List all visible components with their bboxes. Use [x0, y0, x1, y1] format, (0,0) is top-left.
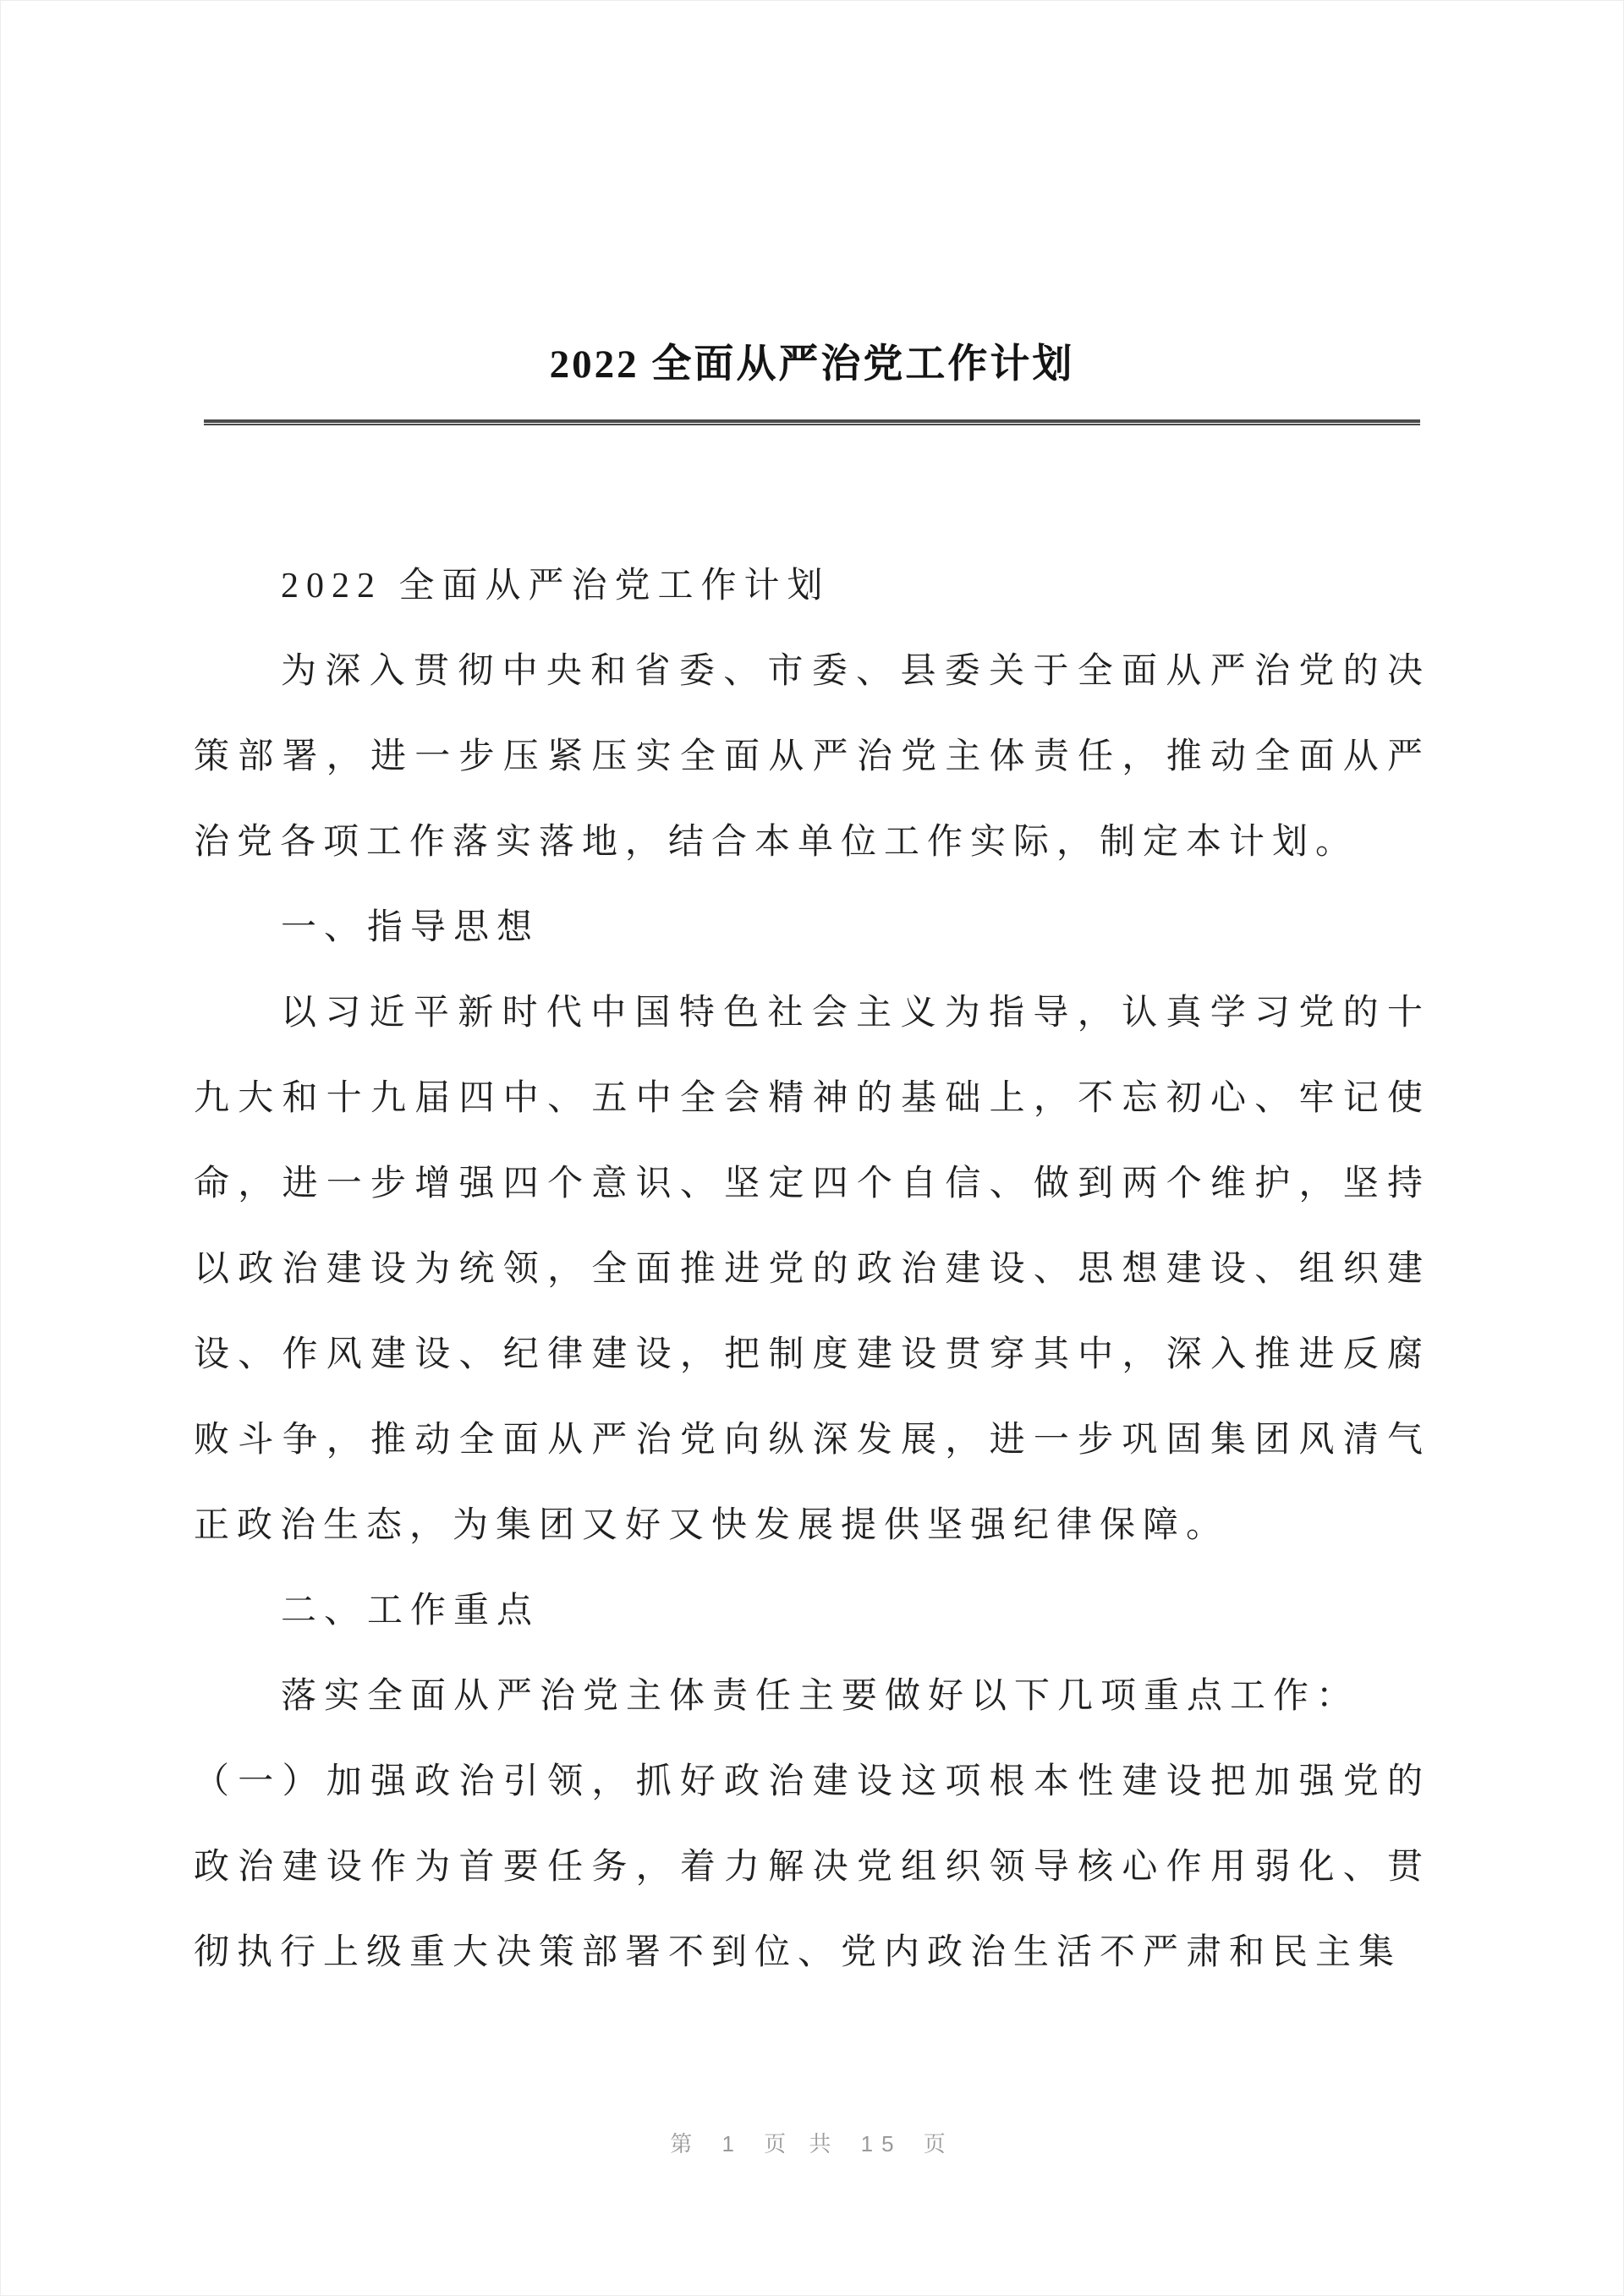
paragraph-guiding-ideology: 以习近平新时代中国特色社会主义为指导，认真学习党的十九大和十九届四中、五中全会精神的基础上，不忘初心、牢记使命，进一步增强四个意识、坚定四个自信、做到两个维护，坚持以政治建设为统领，全面推进党的政治建设、思想建设、组织建设、作风建设、纪律建设，把制度建设贯穿其中，深入推进反腐败斗争，推动全面从严治党向纵深发展，进一步巩固集团风清气正政治生态，为集团又好又快发展提供坚强纪律保障。 — [194, 994, 1430, 1545]
heading-section-1: 一、指导思想 — [281, 908, 540, 947]
footer-suffix: 页 — [923, 2131, 954, 2156]
paragraph-subtitle: 2022 全面从严治党工作计划 — [281, 567, 831, 606]
title-divider — [204, 419, 1420, 425]
heading-section-2: 二、工作重点 — [281, 1592, 540, 1630]
footer-prefix: 第 — [670, 2131, 701, 2156]
footer-infix: 页 共 — [764, 2131, 840, 2156]
document-body — [194, 544, 1430, 1996]
footer-current-page: 1 — [721, 2131, 743, 2156]
page-footer — [1, 2127, 1623, 2158]
paragraph-key-work-lead: 落实全面从严治党主体责任主要做好以下几项重点工作： — [281, 1677, 1360, 1716]
document-title: 2022 全面从严治党工作计划 — [549, 342, 1075, 386]
footer-total-pages: 15 — [860, 2131, 903, 2156]
paragraph-intro: 为深入贯彻中央和省委、市委、县委关于全面从严治党的决策部署，进一步压紧压实全面从严治党主体责任，推动全面从严治党各项工作落实落地，结合本单位工作实际，制定本计划。 — [194, 652, 1430, 862]
paragraph-item-1: （一）加强政治引领，抓好政治建设这项根本性建设把加强党的政治建设作为首要任务，着力解决党组织领导核心作用弱化、贯彻执行上级重大决策部署不到位、党内政治生活不严肃和民主集 — [194, 1762, 1430, 1972]
